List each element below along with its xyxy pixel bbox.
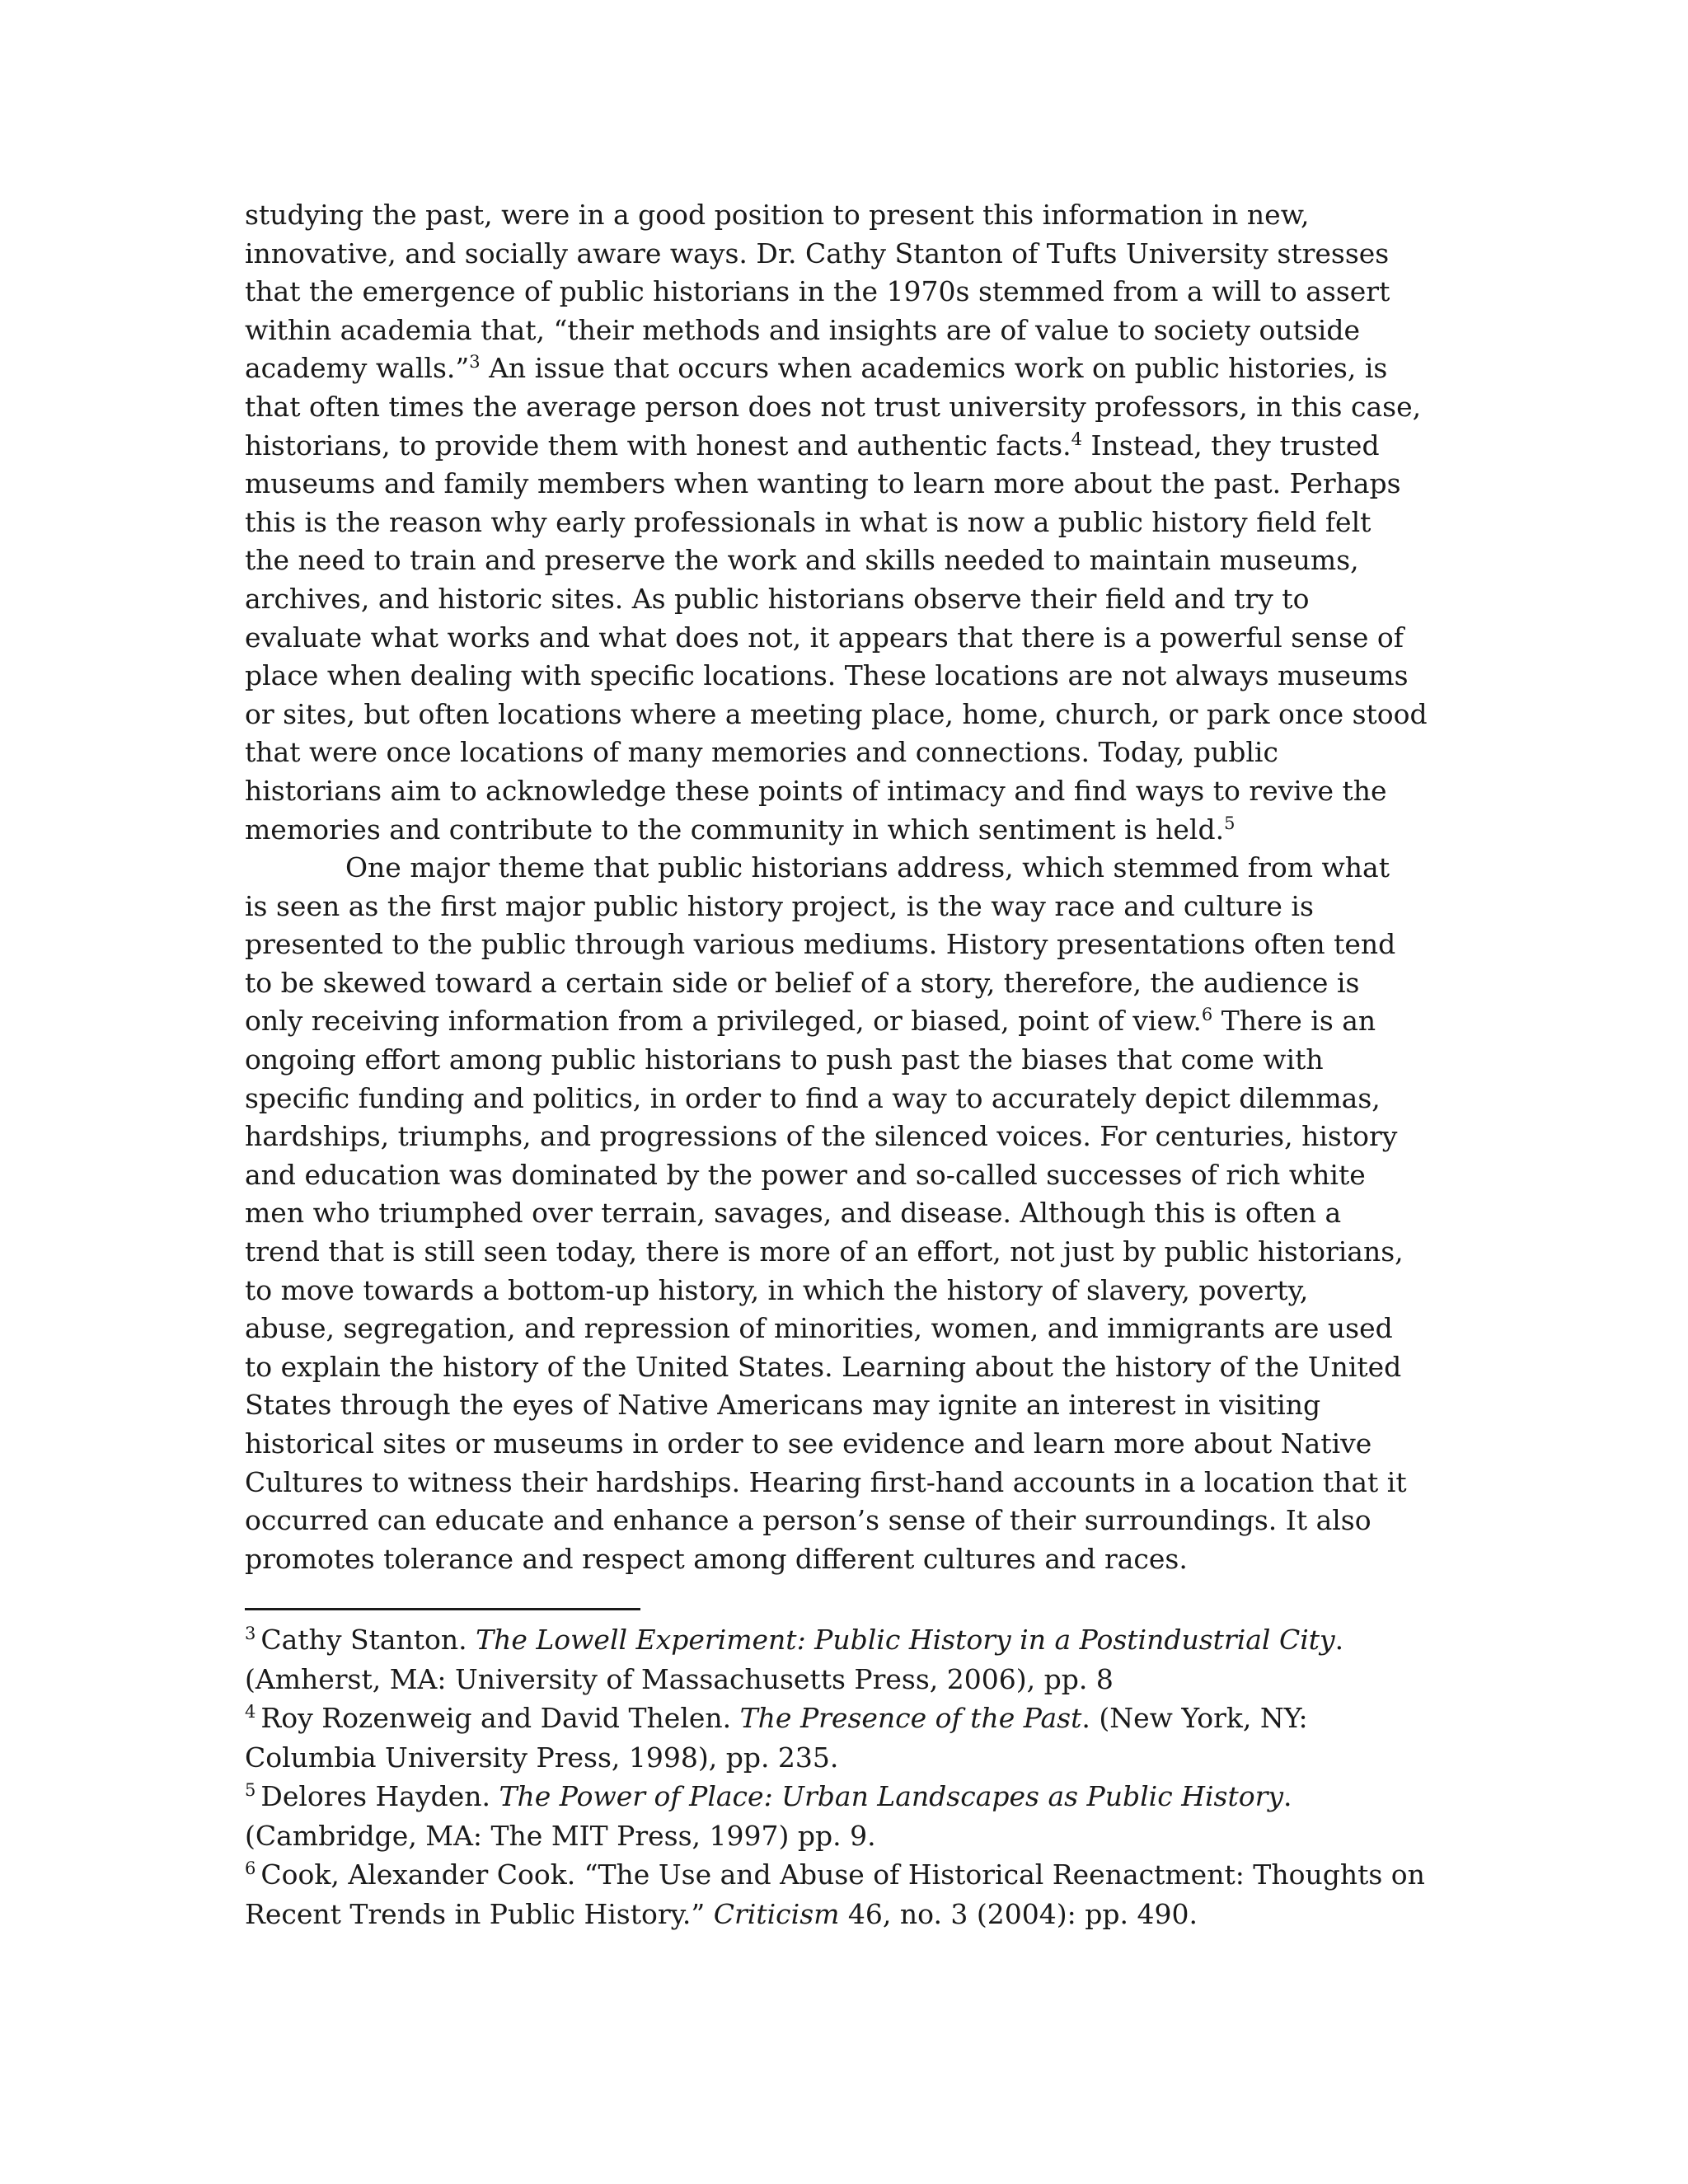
- text-line: the need to train and preserve the work and skills needed to maintain museums,: [245, 544, 1359, 577]
- citation-title: The Power of Place: Urban Landscapes as Public History: [499, 1780, 1284, 1812]
- text-segment: .: [1283, 1780, 1292, 1812]
- text-line: hardships, triumphs, and progressions of the silenced voices. For centuries, history: [245, 1120, 1398, 1153]
- text-line: ongoing effort among public historians to push past the biases that come with: [245, 1043, 1324, 1076]
- footnote-4-line: [245, 1699, 1465, 1738]
- text-line: occurred can educate and enhance a person’s sense of their surroundings. It also: [245, 1504, 1372, 1537]
- footnote-number: 6: [245, 1858, 256, 1878]
- text-segment: Roy Rozenweig and David Thelen.: [260, 1702, 740, 1734]
- text-line: to move towards a bottom-up history, in which the history of slavery, poverty,: [245, 1273, 1309, 1306]
- text-line: and education was dominated by the power and so-called successes of rich white: [245, 1158, 1366, 1191]
- text-segment: An issue that occurs when academics work on public histories, is: [480, 352, 1388, 385]
- body-text: [245, 196, 1465, 1578]
- footnote-5-line: (Cambridge, MA: The MIT Press, 1997) pp. 9.: [245, 1819, 876, 1852]
- text-line: innovative, and socially aware ways. Dr. Cathy Stanton of Tufts University stresses: [245, 237, 1390, 269]
- footnote-ref-6: 6: [1201, 1005, 1213, 1025]
- text-line: One major theme that public historians address, which stemmed from what: [345, 851, 1390, 884]
- text-segment: Cathy Stanton.: [260, 1624, 476, 1656]
- citation-title: Criticism: [713, 1897, 840, 1930]
- footnote-ref-4: 4: [1071, 429, 1082, 449]
- text-line: abuse, segregation, and repression of minorities, women, and immigrants are used: [245, 1312, 1393, 1345]
- text-line: this is the reason why early professionals in what is now a public history field felt: [245, 505, 1372, 538]
- text-line: that often times the average person does not trust university professors, in this case,: [245, 390, 1422, 423]
- footnote-4-line: Columbia University Press, 1998), pp. 235.: [245, 1741, 839, 1774]
- text-line: studying the past, were in a good position to present this information in new,: [245, 199, 1310, 231]
- text-line: men who triumphed over terrain, savages, and disease. Although this is often a: [245, 1197, 1342, 1230]
- text-segment: memories and contribute to the community in which sentiment is held.: [245, 813, 1225, 846]
- text-segment: historians, to provide them with honest and authentic facts.: [245, 429, 1071, 462]
- footnote-3-line: (Amherst, MA: University of Massachusetts Press, 2006), pp. 8: [245, 1662, 1114, 1695]
- text-line: [245, 1002, 1465, 1041]
- text-segment: Cook, Alexander Cook. “The Use and Abuse of Historical Reenactment: Thoughts on: [260, 1858, 1425, 1891]
- text-line: that the emergence of public historians in the 1970s stemmed from a will to assert: [245, 275, 1390, 308]
- text-segment: There is an: [1212, 1005, 1376, 1038]
- footnotes: [245, 1620, 1465, 1933]
- footnote-ref-3: 3: [469, 352, 481, 373]
- footnote-number: 5: [245, 1780, 256, 1800]
- text-line: evaluate what works and what does not, it appears that there is a powerful sense of: [245, 621, 1404, 654]
- text-line: or sites, but often locations where a meeting place, home, church, or park once stood: [245, 697, 1428, 730]
- text-line: [245, 349, 1465, 388]
- text-segment: Instead, they trusted: [1081, 429, 1380, 462]
- text-segment: . (New York, NY:: [1081, 1702, 1308, 1734]
- text-line: place when dealing with specific locations. These locations are not always museums: [245, 659, 1409, 692]
- footnote-3-line: [245, 1620, 1465, 1660]
- footnote-6-line: [245, 1895, 1465, 1934]
- text-segment: 46, no. 3 (2004): pp. 490.: [839, 1897, 1198, 1930]
- text-line: historians aim to acknowledge these points of intimacy and find ways to revive the: [245, 774, 1387, 807]
- text-line: within academia that, “their methods and insights are of value to society outside: [245, 313, 1361, 346]
- footnote-6-line: [245, 1855, 1465, 1895]
- text-line: [245, 427, 1465, 466]
- citation-title: The Presence of the Past: [739, 1702, 1082, 1734]
- text-segment: .: [1334, 1624, 1344, 1656]
- text-line: that were once locations of many memories and connections. Today, public: [245, 736, 1278, 769]
- citation-title: The Lowell Experiment: Public History in a Postindustrial City: [476, 1624, 1335, 1656]
- text-line: historical sites or museums in order to see evidence and learn more about Native: [245, 1427, 1372, 1460]
- text-line: is seen as the first major public history project, is the way race and culture is: [245, 889, 1314, 922]
- footnote-number: 3: [245, 1624, 256, 1643]
- text-line: States through the eyes of Native Americans may ignite an interest in visiting: [245, 1389, 1321, 1422]
- footnote-5-line: [245, 1777, 1465, 1816]
- footnote-separator: [245, 1608, 640, 1610]
- text-segment: Recent Trends in Public History.”: [245, 1897, 714, 1930]
- text-line: promotes tolerance and respect among different cultures and races.: [245, 1542, 1188, 1575]
- text-line: presented to the public through various mediums. History presentations often tend: [245, 928, 1396, 961]
- text-line: museums and family members when wanting to learn more about the past. Perhaps: [245, 467, 1401, 500]
- text-segment: academy walls.”: [245, 352, 470, 385]
- text-line: specific funding and politics, in order to find a way to accurately depict dilemmas,: [245, 1081, 1381, 1114]
- text-segment: Delores Hayden.: [260, 1780, 499, 1812]
- text-line: Cultures to witness their hardships. Hearing first-hand accounts in a location that it: [245, 1465, 1407, 1498]
- text-line: to be skewed toward a certain side or belief of a story, therefore, the audience is: [245, 966, 1360, 999]
- footnote-ref-5: 5: [1224, 813, 1236, 833]
- text-segment: only receiving information from a privileged, or biased, point of view.: [245, 1005, 1202, 1038]
- text-line: to explain the history of the United States. Learning about the history of the United: [245, 1350, 1402, 1383]
- text-line: archives, and historic sites. As public historians observe their field and try to: [245, 582, 1310, 615]
- footnote-number: 4: [245, 1702, 256, 1722]
- text-line: [245, 811, 1465, 850]
- text-line: trend that is still seen today, there is more of an effort, not just by public historians,: [245, 1235, 1404, 1268]
